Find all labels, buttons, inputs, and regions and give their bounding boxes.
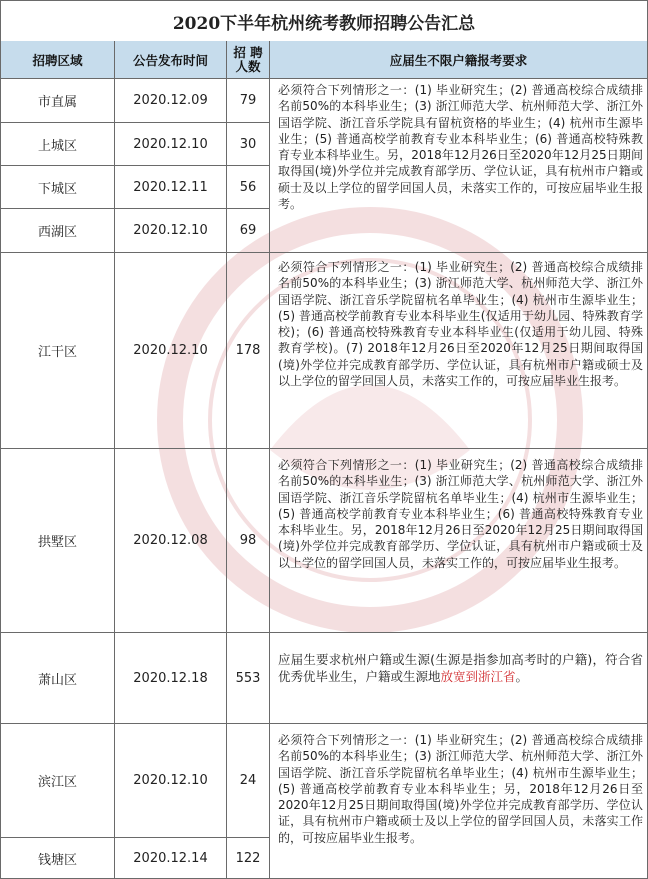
- row-count: 69: [227, 209, 270, 253]
- row-count: 24: [227, 724, 270, 838]
- requirement-xiaoshan: [270, 633, 648, 724]
- row-count: 122: [227, 838, 270, 879]
- header-requirement: 应届生不限户籍报考要求: [270, 41, 648, 79]
- requirement-xiaoshan-text: 应届生要求杭州户籍或生源(生源是指参加高考时的户籍)，符合省优秀优毕业生，户籍或生源地: [278, 652, 643, 684]
- row-date: 2020.12.10: [115, 123, 227, 166]
- row-date: 2020.12.10: [115, 253, 227, 449]
- row-region: 西湖区: [1, 209, 115, 253]
- row-count: 178: [227, 253, 270, 449]
- page-title: 2020下半年杭州统考教师招聘公告汇总: [0, 0, 648, 42]
- row-count: 30: [227, 123, 270, 166]
- row-date: 2020.12.08: [115, 449, 227, 633]
- header-count-line1: 招 聘: [233, 44, 263, 60]
- row-date: 2020.12.10: [115, 209, 227, 253]
- row-date: 2020.12.09: [115, 79, 227, 123]
- header-region: 招聘区域: [1, 41, 115, 79]
- row-region: 滨江区: [1, 724, 115, 838]
- row-date: 2020.12.14: [115, 838, 227, 879]
- header-count: [227, 41, 270, 79]
- row-region: 拱墅区: [1, 449, 115, 633]
- requirement-gongshu: 必须符合下列情形之一：(1) 毕业研究生；(2) 普通高校综合成绩排名前50%的本科毕业生；(3) 浙江师范大学、杭州师范大学、浙江外国语学院、浙江音乐学院留杭名单毕业生；(4) 杭州市生源毕业生；(5) 普通高校学前教育专业本科毕业生；(6) 普通高校特殊教育专业本科毕业生。另，2018年12月26日至2020年12月25日期间取得国(境)外学位并完成教育部学历、学位认证，具有杭州市户籍或硕士及以上学位的留学回国人员，未落实工作的，可按应届毕业生报考。: [270, 449, 648, 633]
- header-date: 公告发布时间: [115, 41, 227, 79]
- row-region: 江干区: [1, 253, 115, 449]
- row-date: 2020.12.18: [115, 633, 227, 724]
- row-count: 79: [227, 79, 270, 123]
- row-date: 2020.12.10: [115, 724, 227, 838]
- row-date: 2020.12.11: [115, 166, 227, 209]
- requirement-jianggan: 必须符合下列情形之一：(1) 毕业研究生；(2) 普通高校综合成绩排名前50%的本科毕业生；(3) 浙江师范大学、杭州师范大学、浙江外国语学院、浙江音乐学院留杭名单毕业生；(4) 杭州市生源毕业生；(5) 普通高校学前教育专业本科毕业生(仅适用于幼儿园、特殊教育学校)；(6) 普通高校特殊教育专业本科毕业生(仅适用于幼儿园、特殊教育学校)。(7) 2018年12月26日至2020年12月25日期间取得国(境)外学位并完成教育部学历、学位认证，具有杭州市户籍或硕士及以上学位的留学回国人员，未落实工作的，可按应届毕业生报考。: [270, 253, 648, 449]
- row-region: 上城区: [1, 123, 115, 166]
- requirement-xiaoshan-end: 。: [515, 669, 529, 684]
- row-region: 萧山区: [1, 633, 115, 724]
- row-region: 钱塘区: [1, 838, 115, 879]
- requirement-binjiang-qiantang: 必须符合下列情形之一：(1) 毕业研究生；(2) 普通高校综合成绩排名前50%的本科毕业生；(3) 浙江师范大学、杭州师范大学、浙江外国语学院、浙江音乐学院留杭名单毕业生；(4) 杭州市生源毕业生；(5) 普通高校学前教育专业本科毕业生；另，2018年12月26日至2020年12月25日期间取得国(境)外学位并完成教育部学历、学位认证，具有杭州市户籍或硕士及以上学位的留学回国人员，未落实工作的，可按应届毕业生报考。: [270, 724, 648, 879]
- header-count-line2: 人数: [235, 58, 261, 74]
- row-region: 市直属: [1, 79, 115, 123]
- row-count: 56: [227, 166, 270, 209]
- requirement-xiaoshan-highlight: 放宽到浙江省: [440, 669, 516, 684]
- row-count: 553: [227, 633, 270, 724]
- row-count: 98: [227, 449, 270, 633]
- row-region: 下城区: [1, 166, 115, 209]
- requirement-group-1: 必须符合下列情形之一：(1) 毕业研究生；(2) 普通高校综合成绩排名前50%的本科毕业生；(3) 浙江师范大学、杭州师范大学、浙江外国语学院、浙江音乐学院具有留杭资格的毕业生；(4) 杭州市生源毕业生；(5) 普通高校学前教育专业本科毕业生；(6) 普通高校特殊教育专业本科毕业生。另，2018年12月26日至2020年12月25日期间取得国(境)外学位并完成教育部学历、学位认证，具有杭州市户籍或硕士及以上学位的留学回国人员，未落实工作的，可按应届毕业生报考。: [270, 79, 648, 253]
